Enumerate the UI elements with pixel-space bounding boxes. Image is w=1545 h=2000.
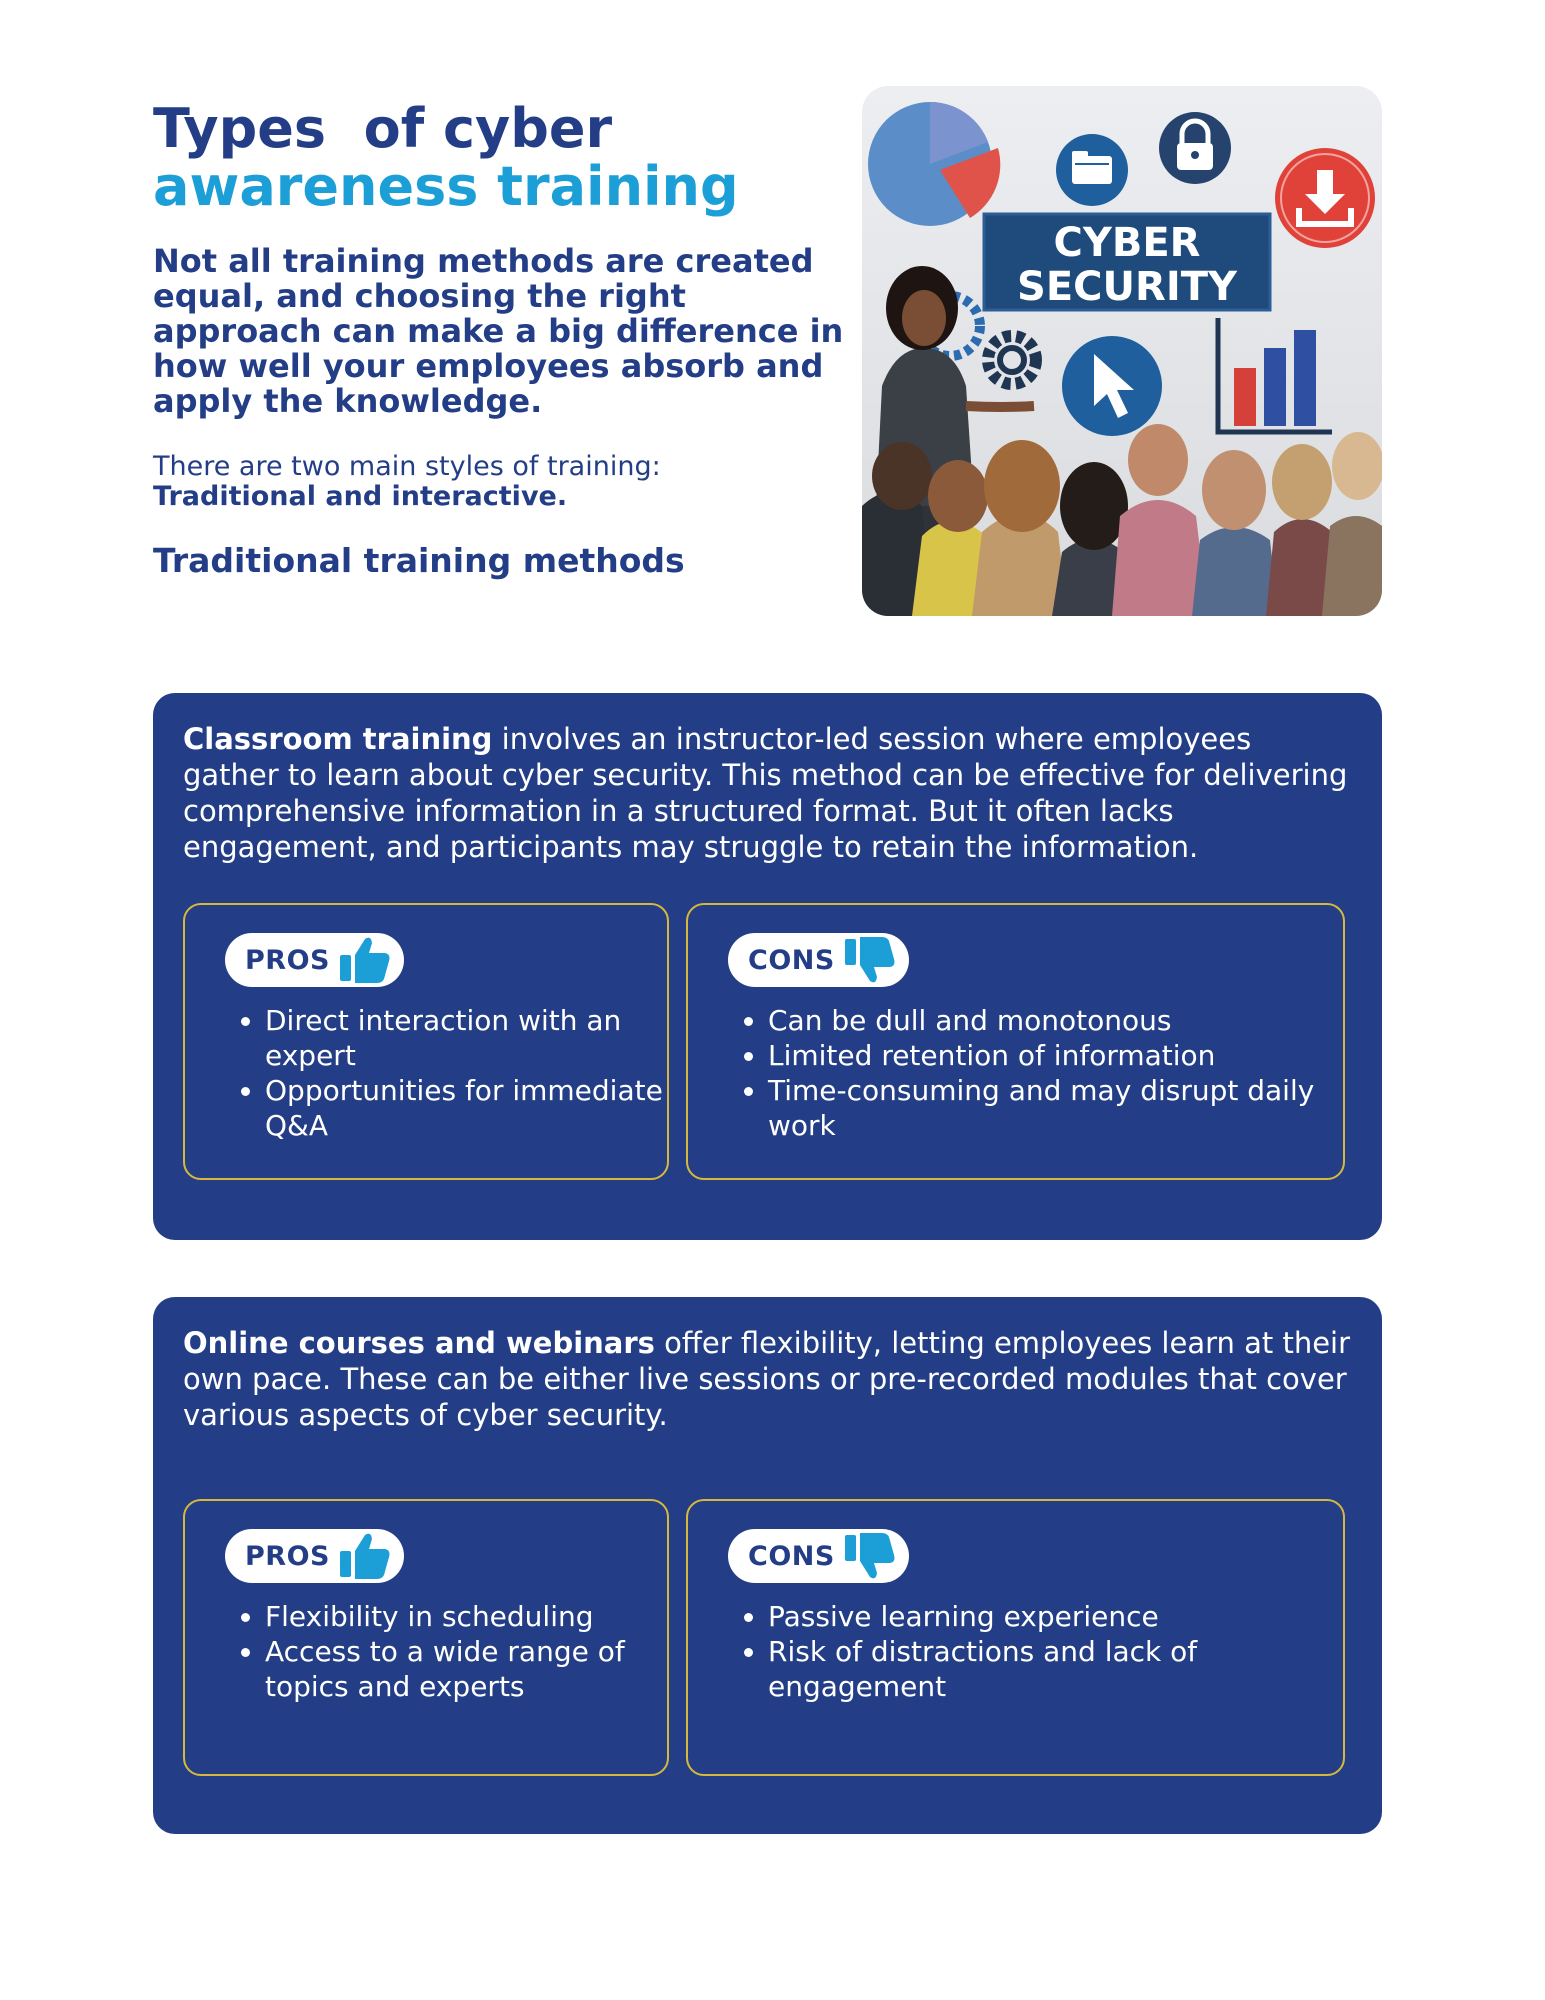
pros-label: PROS — [245, 1540, 330, 1572]
hero-image — [862, 86, 1382, 616]
pros-list — [225, 1003, 667, 1143]
cyber-security-sign — [984, 214, 1270, 310]
pros-list — [225, 1599, 667, 1704]
pros-label-pill — [225, 933, 404, 987]
section-title: Online courses and webinars — [183, 1326, 655, 1360]
thumbs-up-icon — [338, 935, 392, 985]
title-line-2: awareness training — [153, 155, 739, 218]
intro-paragraph — [153, 452, 661, 512]
cons-label-pill — [728, 933, 909, 987]
online-courses-card — [153, 1297, 1382, 1834]
section-description-text: involves an instructor-led session where employees gather to learn about cyber security. This method can be effective for delivering comprehensive information in a structured format. But it often lacks engagement, and participants may struggle to retain the information. — [183, 722, 1348, 864]
thumbs-down-icon — [843, 935, 897, 985]
list-item: • Flexibility in scheduling — [265, 1599, 667, 1634]
intro-bold: Traditional and interactive. — [153, 481, 568, 512]
cursor-icon — [1062, 336, 1162, 436]
list-item: • Time-consuming and may disrupt daily work — [768, 1073, 1343, 1143]
list-item: • Limited retention of information — [768, 1038, 1343, 1073]
cons-list — [728, 1003, 1343, 1143]
page-title — [153, 97, 739, 218]
pros-box — [183, 1499, 669, 1776]
section-description — [183, 721, 1353, 865]
list-item: • Risk of distractions and lack of engagement — [768, 1634, 1343, 1704]
cons-label: CONS — [748, 1540, 835, 1572]
thumbs-down-icon — [843, 1531, 897, 1581]
cons-label-pill — [728, 1529, 909, 1583]
folder-icon — [1056, 134, 1128, 206]
pros-label-pill — [225, 1529, 404, 1583]
download-icon — [1275, 148, 1375, 248]
lead-paragraph: Not all training methods are created equal, and choosing the right approach can make a big difference in how well your employees absorb and apply the knowledge. — [153, 242, 844, 420]
section-description-text: offer flexibility, letting employees learn at their own pace. These can be either live sessions or pre-recorded modules that cover various aspects of cyber security. — [183, 1326, 1351, 1432]
list-item: • Direct interaction with an expert — [265, 1003, 667, 1073]
sign-line-1: CYBER — [1053, 220, 1201, 266]
list-item: • Access to a wide range of topics and experts — [265, 1634, 667, 1704]
list-item: • Opportunities for immediate Q&A — [265, 1073, 667, 1143]
list-item: • Can be dull and monotonous — [768, 1003, 1343, 1038]
sign-line-2: SECURITY — [1017, 264, 1237, 310]
list-item: • Passive learning experience — [768, 1599, 1343, 1634]
intro-text: There are two main styles of training: — [153, 451, 661, 482]
section-subheading: Traditional training methods — [153, 541, 685, 580]
cons-box — [686, 1499, 1345, 1776]
cons-label: CONS — [748, 944, 835, 976]
section-description — [183, 1325, 1353, 1433]
lock-icon — [1159, 112, 1231, 184]
pros-box — [183, 903, 669, 1180]
cons-box — [686, 903, 1345, 1180]
classroom-training-card — [153, 693, 1382, 1240]
title-line-1: Types of cyber — [153, 97, 613, 160]
cons-list — [728, 1599, 1343, 1704]
pros-label: PROS — [245, 944, 330, 976]
section-title: Classroom training — [183, 722, 493, 756]
thumbs-up-icon — [338, 1531, 392, 1581]
